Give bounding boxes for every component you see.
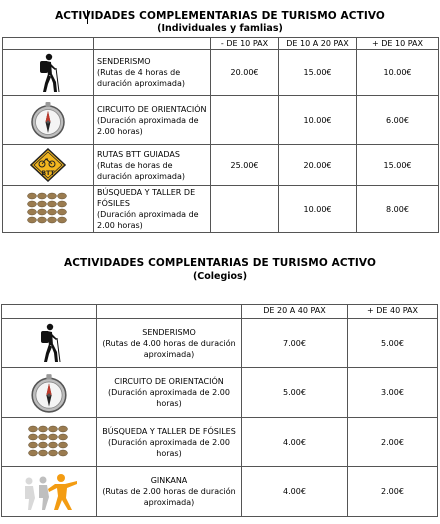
price-cell: 4.00€ — [242, 467, 348, 517]
section1-subtitle: (Individuales y famlias) — [157, 23, 283, 34]
header-cell: DE 10 A 20 PAX — [279, 38, 357, 50]
price-table-schools — [1, 304, 438, 517]
table-row — [2, 467, 438, 517]
price-cell: 15.00€ — [357, 145, 439, 186]
header-cell: - DE 10 PAX — [211, 38, 279, 50]
activity-description: (Duración aproximada de 2.00 horas) — [108, 437, 230, 458]
kids-running-icon — [2, 467, 97, 517]
header-cell: DE 20 A 40 PAX — [242, 305, 348, 319]
activity-name: CIRCUITO DE ORIENTACIÓN — [97, 104, 207, 114]
activity-description: (Rutas de 2.00 horas de duración aproximada) — [102, 487, 236, 507]
hiker-icon — [3, 50, 94, 96]
activity-name: BÚSQUEDA Y TALLER DE FÓSILES — [97, 188, 196, 208]
activity-name: SENDERISMO — [142, 327, 196, 337]
activity-name: CIRCUITO DE ORIENTACIÓN — [114, 377, 224, 386]
btt-sign-icon — [3, 145, 94, 186]
section1-title: ACTIVIDADES COMPLEMENTARIAS DE TURISMO ACTIVO — [55, 10, 385, 22]
price-cell: 10.00€ — [357, 50, 439, 96]
fossils-icon — [3, 186, 94, 233]
table-row — [2, 368, 438, 418]
price-cell: 7.00€ — [242, 319, 348, 368]
hiker-icon — [2, 319, 97, 368]
activity-description: (Rutas de 4 horas de duración aproximada) — [97, 68, 185, 88]
compass-icon — [2, 368, 97, 418]
section2-title: ACTIVIDADES COMPLENTARIAS DE TURISMO ACTIVO — [63, 257, 376, 269]
header-cell: + DE 40 PAX — [348, 305, 438, 319]
price-cell: 25.00€ — [211, 145, 279, 186]
compass-icon — [3, 96, 94, 145]
price-cell: 2.00€ — [348, 467, 438, 517]
activity-name: GINKANA — [150, 476, 188, 485]
table-header-row — [3, 38, 439, 50]
activity-description: (Duración aproximada de 2.00 horas) — [108, 388, 230, 408]
price-cell: 15.00€ — [279, 50, 357, 96]
price-cell: 5.00€ — [242, 368, 348, 418]
activity-name: SENDERISMO — [97, 57, 151, 66]
price-cell: 20.00€ — [279, 145, 357, 186]
header-cell: + DE 10 PAX — [357, 38, 439, 50]
price-table-individuals — [2, 37, 439, 233]
price-cell: 4.00€ — [242, 418, 348, 467]
svg-text:BTT: BTT — [41, 170, 55, 177]
header-cell — [2, 305, 97, 319]
header-cell — [97, 305, 242, 319]
section2-subtitle: (Colegios) — [192, 271, 248, 282]
activity-description: (Rutas de horas de duración aproximada) — [97, 160, 185, 181]
activity-description: (Rutas de 4.00 horas de duración aproximada) — [102, 338, 236, 359]
activity-name: RUTAS BTT GUIADAS — [97, 149, 180, 159]
activity-name: BÚSQUEDA Y TALLER DE FÓSILES — [102, 426, 236, 436]
table-row — [3, 50, 439, 96]
price-cell: 2.00€ — [348, 418, 438, 467]
price-cell: 10.00€ — [279, 186, 357, 233]
activity-description: (Duración aproximada de 2.00 horas) — [97, 210, 199, 230]
table-header-row — [2, 305, 438, 319]
price-cell — [211, 96, 279, 145]
price-cell: 10.00€ — [279, 96, 357, 145]
table-row — [2, 319, 438, 368]
table-row — [3, 186, 439, 233]
table-row — [2, 418, 438, 467]
price-cell: 5.00€ — [348, 319, 438, 368]
header-cell — [3, 38, 94, 50]
table-row — [3, 96, 439, 145]
price-cell — [211, 186, 279, 233]
price-cell: 3.00€ — [348, 368, 438, 418]
fossils-icon — [2, 418, 97, 467]
price-cell: 6.00€ — [357, 96, 439, 145]
header-cell — [94, 38, 211, 50]
price-cell: 8.00€ — [357, 186, 439, 233]
table-row — [3, 145, 439, 186]
activity-description: (Duración aproximada de 2.00 horas) — [97, 115, 199, 136]
price-cell: 20.00€ — [211, 50, 279, 96]
